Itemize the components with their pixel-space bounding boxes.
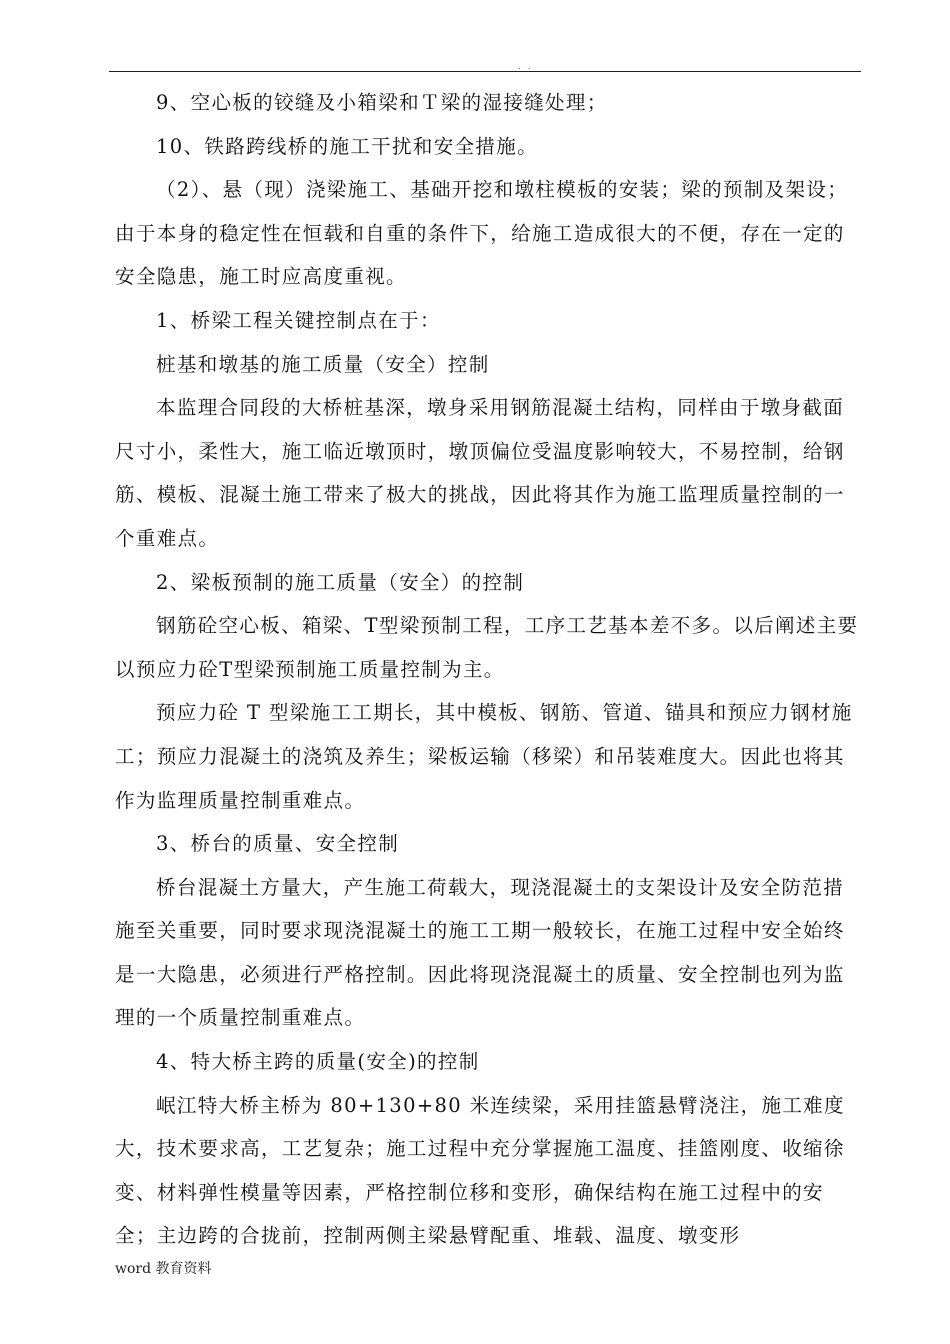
document-body: [115, 81, 860, 1258]
key-control-heading: 1、桥梁工程关键控制点在于：: [156, 308, 441, 332]
abutment-paragraph: 桥台混凝土方量大，产生施工荷载大，现浇混凝土的支架设计及安全防范措施至关重要，同时要求现浇混凝土的施工工期一般较长，在施工过程中安全始终是一大隐患，必须进行严格控制。因此将现浇混凝土的质量、安全控制也列为监理的一个质量控制重难点。: [115, 875, 845, 1030]
precast-beam-paragraph: 钢筋砼空心板、箱梁、T型梁预制工程，工序工艺基本差不多。以后阐述主要以预应力砼T型梁预制施工质量控制为主。: [115, 614, 859, 681]
prestressed-t-beam-paragraph: 预应力砼 T 型梁施工工期长，其中模板、钢筋、管道、锚具和预应力钢材施工；预应力混凝土的浇筑及养生；梁板运输（移梁）和吊装难度大。因此也将其作为监理质量控制重难点。: [115, 701, 853, 812]
section-2-intro: （2）、悬（现）浇梁施工、基础开挖和墩柱模板的安装；梁的预制及架设；由于本身的稳定性在恒载和自重的条件下，给施工造成很大的不便，存在一定的安全隐患，施工时应高度重视。: [115, 178, 849, 289]
main-span-heading: 4、特大桥主跨的质量(安全)的控制: [156, 1050, 480, 1074]
list-item-10: 10、铁路跨线桥的施工干扰和安全措施。: [156, 134, 538, 158]
main-span-paragraph: 岷江特大桥主桥为 80+130+80 米连续梁，采用挂篮悬臂浇注，施工难度大，技术要求高，工艺复杂；施工过程中充分掌握施工温度、挂篮刚度、收缩徐变、材料弹性模量等因素，严格控制位移和变形，确保结构在施工过程中的安全；主边跨的合拢前，控制两侧主梁悬臂配重、堆载、温度、墩变形: [115, 1093, 845, 1248]
footer-label: word 教育资料: [115, 1261, 212, 1277]
header-marker: . .: [518, 62, 533, 72]
abutment-heading: 3、桥台的质量、安全控制: [156, 832, 400, 856]
header-rule: [109, 71, 861, 72]
list-item-9: 9、空心板的铰缝及小箱梁和Ｔ梁的湿接缝处理；: [156, 91, 608, 114]
pile-foundation-paragraph: 本监理合同段的大桥桩基深，墩身采用钢筋混凝土结构，同样由于墩身截面尺寸小，柔性大，施工临近墩顶时，墩顶偏位受温度影响较大，不易控制，给钢筋、模板、混凝土施工带来了极大的挑战，因此将其作为施工监理质量控制的一个重难点。: [115, 396, 845, 550]
precast-beam-heading: 2、梁板预制的施工质量（安全）的控制: [156, 570, 525, 594]
pile-foundation-heading: 桩基和墩基的施工质量（安全）控制: [156, 352, 490, 376]
